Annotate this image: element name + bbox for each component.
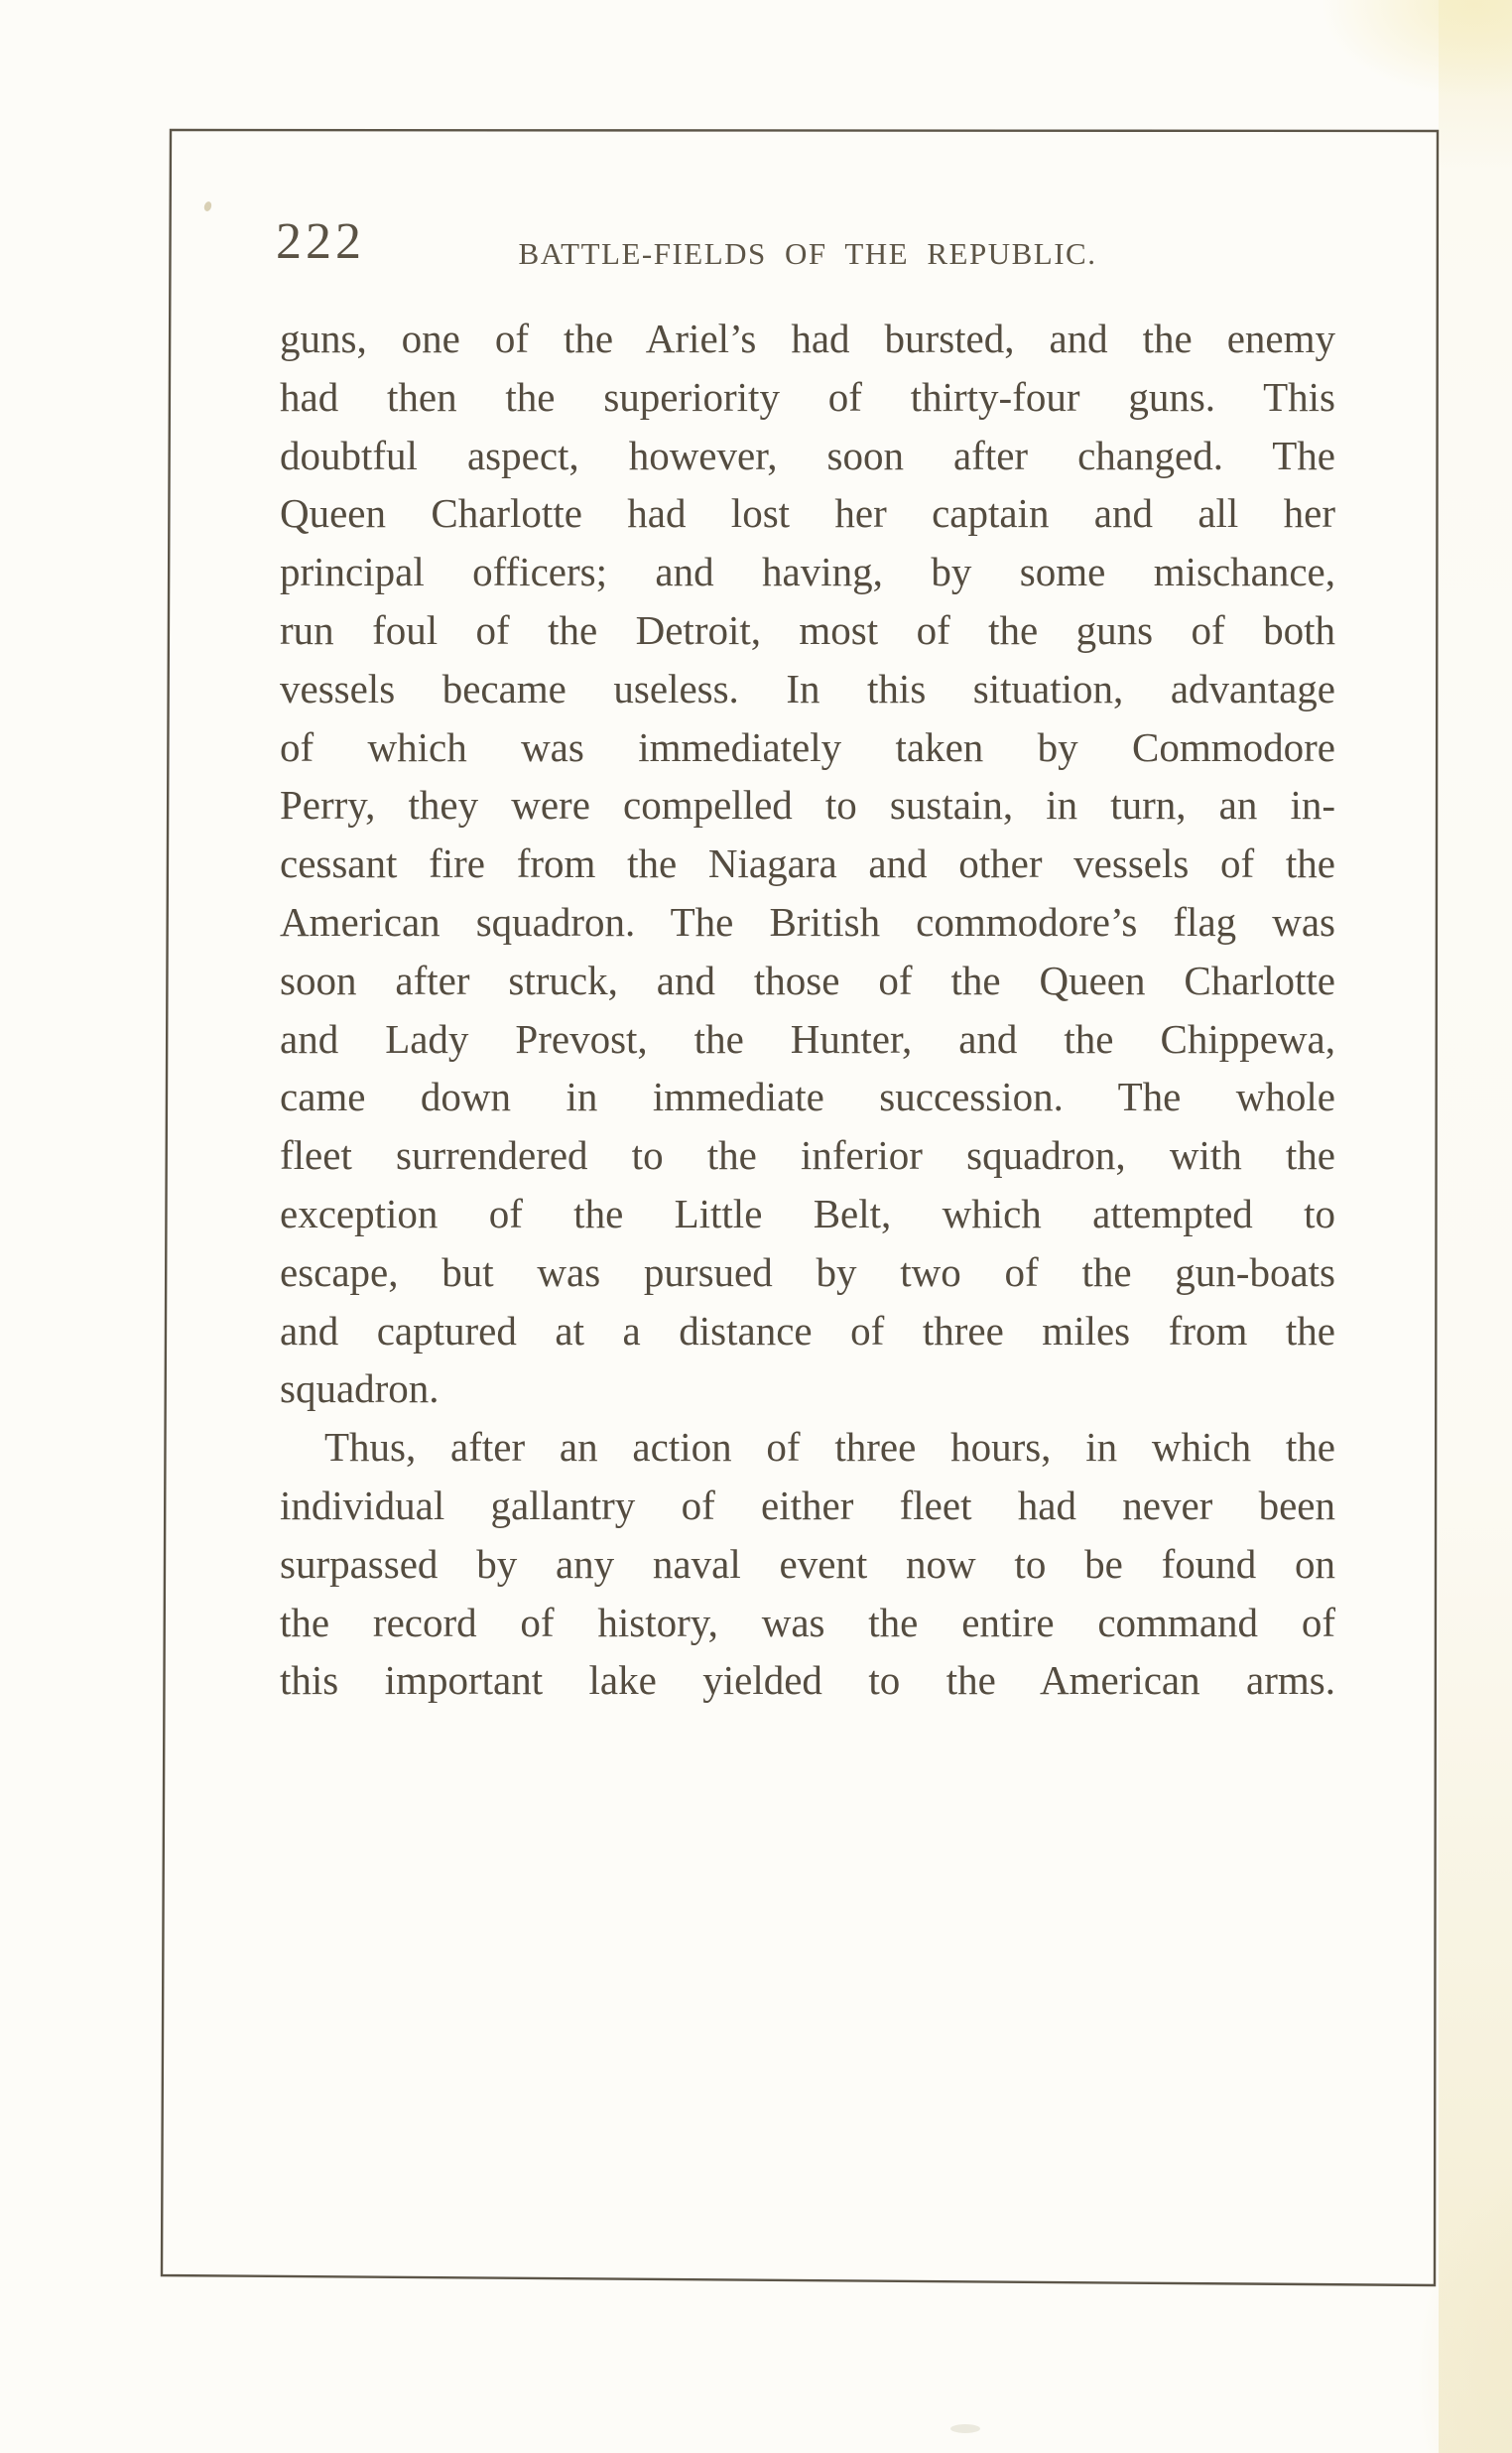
paragraph-2 — [280, 1418, 1335, 1710]
body-text — [280, 310, 1335, 1710]
text-line: escape, but was pursued by two of the gun-boats — [280, 1248, 1335, 1295]
page-number: 222 — [276, 213, 365, 270]
text-line: exception of the Little Belt, which attempted to — [280, 1190, 1335, 1236]
text-line: vessels became useless. In this situation, advantage — [280, 665, 1335, 711]
text-line: doubtful aspect, however, soon after changed. The — [280, 432, 1335, 478]
text-line: individual gallantry of either fleet had never been — [280, 1482, 1335, 1528]
smudge-mark — [950, 2424, 980, 2433]
running-header: BATTLE-FIELDS OF THE REPUBLIC. — [518, 236, 1097, 271]
text-line: American squadron. The British commodore’s flag was — [280, 898, 1335, 945]
text-line: and Lady Prevost, the Hunter, and the Chippewa, — [280, 1015, 1335, 1062]
text-line: Thus, after an action of three hours, in which the — [324, 1424, 1335, 1471]
text-line: this important lake yielded to the American arms. — [280, 1657, 1335, 1704]
text-line: Perry, they were compelled to sustain, in turn, an in- — [280, 782, 1335, 829]
text-line: principal officers; and having, by some mischance, — [280, 549, 1335, 595]
text-line: squadron. — [280, 1365, 440, 1412]
text-line: run foul of the Detroit, most of the guns of both — [280, 606, 1335, 653]
text-line: Queen Charlotte had lost her captain and all her — [280, 490, 1335, 537]
text-line: cessant fire from the Niagara and other vessels of the — [280, 840, 1335, 887]
text-line: the record of history, was the entire command of — [280, 1599, 1335, 1645]
text-line: guns, one of the Ariel’s had bursted, and the enemy — [280, 316, 1335, 361]
text-line: had then the superiority of thirty-four guns. This — [280, 373, 1335, 420]
text-line: came down in immediate succession. The whole — [280, 1074, 1335, 1120]
text-line: surpassed by any naval event now to be found on — [280, 1540, 1335, 1587]
text-line: and captured at a distance of three miles from the — [280, 1307, 1335, 1354]
text-line: of which was immediately taken by Commodore — [280, 723, 1335, 770]
paragraph-1 — [280, 310, 1335, 1418]
text-line: fleet surrendered to the inferior squadron, with the — [280, 1132, 1335, 1179]
text-line: soon after struck, and those of the Queen Charlotte — [280, 957, 1335, 1003]
